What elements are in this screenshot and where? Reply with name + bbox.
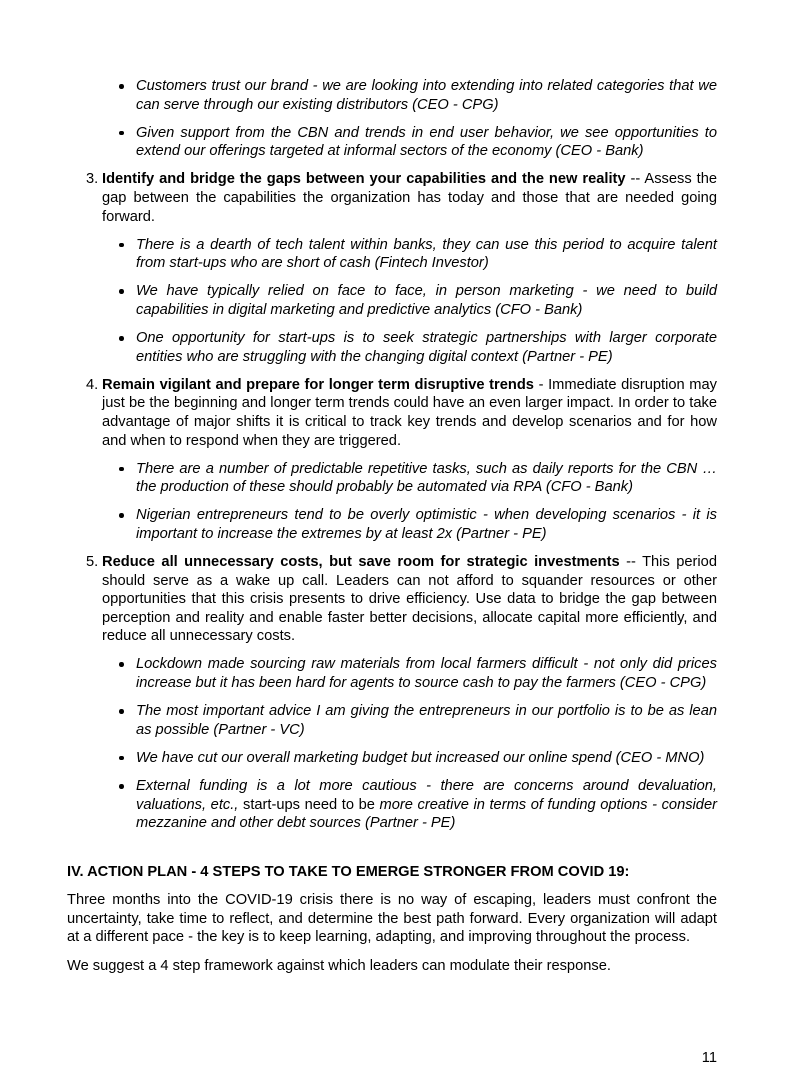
item-body: -- Assess the gap between the capabilities the organization has today and those that are needed going forward. xyxy=(102,171,717,225)
item-title: Remain vigilant and prepare for longer term disruptive trends xyxy=(102,376,534,393)
list-item xyxy=(102,655,717,692)
sub-bullet-list xyxy=(102,460,717,544)
bullet-text: The most important advice I am giving the entrepreneurs in our portfolio is to be as lean as possible (Partner - VC) xyxy=(136,703,717,738)
list-item xyxy=(102,702,717,739)
sub-bullet-list xyxy=(102,655,717,832)
bullet-text: There is a dearth of tech talent within banks, they can use this period to acquire talent from start-ups who are short of cash (Fintech Investor) xyxy=(136,236,717,272)
bullet-icon xyxy=(119,756,124,761)
bullet-icon xyxy=(119,289,124,294)
item-body: -- This period should serve as a wake up call. Leaders can not afford to squander resources or other opportunities that this crisis presents to drive efficiency. Use data to bridge the gap between perception and reality and enable faster better decisions, allocate capital more efficiently, and reduce all unnecessary costs. xyxy=(102,553,717,645)
bullet-text: We have typically relied on face to face, in person marketing - we need to build capabilities in digital marketing and predictive analytics (CFO - Bank) xyxy=(136,283,717,318)
bullet-text-italic: more creative in terms of funding options - consider mezzanine and other debt sources (Partner - PE) xyxy=(136,796,717,832)
bullet-icon xyxy=(119,467,124,472)
list-item xyxy=(102,460,717,497)
bullet-text: Nigerian entrepreneurs tend to be overly optimistic - when developing scenarios - it is important to increase the extremes by at least 2x (Partner - PE) xyxy=(136,507,717,542)
list-item xyxy=(102,282,717,319)
bullet-text-upright: start-ups need to be xyxy=(242,796,380,813)
page-number: 11 xyxy=(701,1050,717,1066)
page-content xyxy=(67,77,717,985)
bullet-icon xyxy=(119,131,124,136)
list-item xyxy=(102,506,717,543)
bullet-icon xyxy=(119,243,124,248)
bullet-icon xyxy=(119,662,124,667)
bullet-text-italic: External funding is a lot more cautious - there are concerns around devaluation, valuations, etc., xyxy=(136,777,717,813)
bullet-icon xyxy=(119,709,124,714)
item-number: 4. xyxy=(86,376,99,393)
bullet-text: Lockdown made sourcing raw materials from local farmers difficult - not only did prices increase but it has been hard for agents to source cash to pay the farmers (CEO - CPG) xyxy=(136,656,717,692)
item-title: Identify and bridge the gaps between your capabilities and the new reality xyxy=(102,171,626,188)
bullet-text: We have cut our overall marketing budget but increased our online spend (CEO - MNO) xyxy=(136,749,705,766)
list-item xyxy=(102,236,717,273)
bullet-text: Given support from the CBN and trends in end user behavior, we see opportunities to extend our offerings targeted at informal sectors of the economy (CEO - Bank) xyxy=(136,124,717,160)
bullet-icon xyxy=(119,784,124,789)
bullet-text: There are a number of predictable repetitive tasks, such as daily reports for the CBN … the production of these should probably be automated via RPA (CFO - Bank) xyxy=(136,460,717,496)
numbered-item-5 xyxy=(67,553,717,833)
list-item xyxy=(67,77,717,114)
paragraph: Three months into the COVID-19 crisis there is no way of escaping, leaders must confront the uncertainty, take time to reflect, and determine the best path forward. Every organization will adapt at a different pace - the key is to keep learning, adapting, and improving throughout the process. xyxy=(67,892,717,946)
numbered-item-3 xyxy=(67,170,717,366)
sub-bullet-list xyxy=(102,236,717,367)
list-item xyxy=(102,777,717,833)
item-title: Reduce all unnecessary costs, but save room for strategic investments xyxy=(102,553,620,570)
list-item xyxy=(102,329,717,366)
bullet-icon xyxy=(119,84,124,89)
numbered-item-4 xyxy=(67,376,717,544)
bullet-text: One opportunity for start-ups is to seek strategic partnerships with larger corporate entities who are struggling with the changing digital context (Partner - PE) xyxy=(136,330,717,365)
bullet-text: Customers trust our brand - we are looking into extending into related categories that we can serve through our existing distributors (CEO - CPG) xyxy=(136,78,717,113)
item-number: 3. xyxy=(86,171,99,188)
paragraph: We suggest a 4 step framework against which leaders can modulate their response. xyxy=(67,957,611,974)
bullet-icon xyxy=(119,513,124,518)
list-item xyxy=(67,124,717,161)
item-number: 5. xyxy=(86,553,99,570)
bullet-icon xyxy=(119,336,124,341)
section-heading: IV. ACTION PLAN - 4 STEPS TO TAKE TO EMERGE STRONGER FROM COVID 19: xyxy=(67,863,630,880)
item-body: - Immediate disruption may just be the beginning and longer term trends could have an even larger impact. In order to take advantage of major shifts it is critical to track key trends and develop scenarios and for how and when to respond when they are triggered. xyxy=(102,376,717,449)
list-item xyxy=(102,749,717,768)
